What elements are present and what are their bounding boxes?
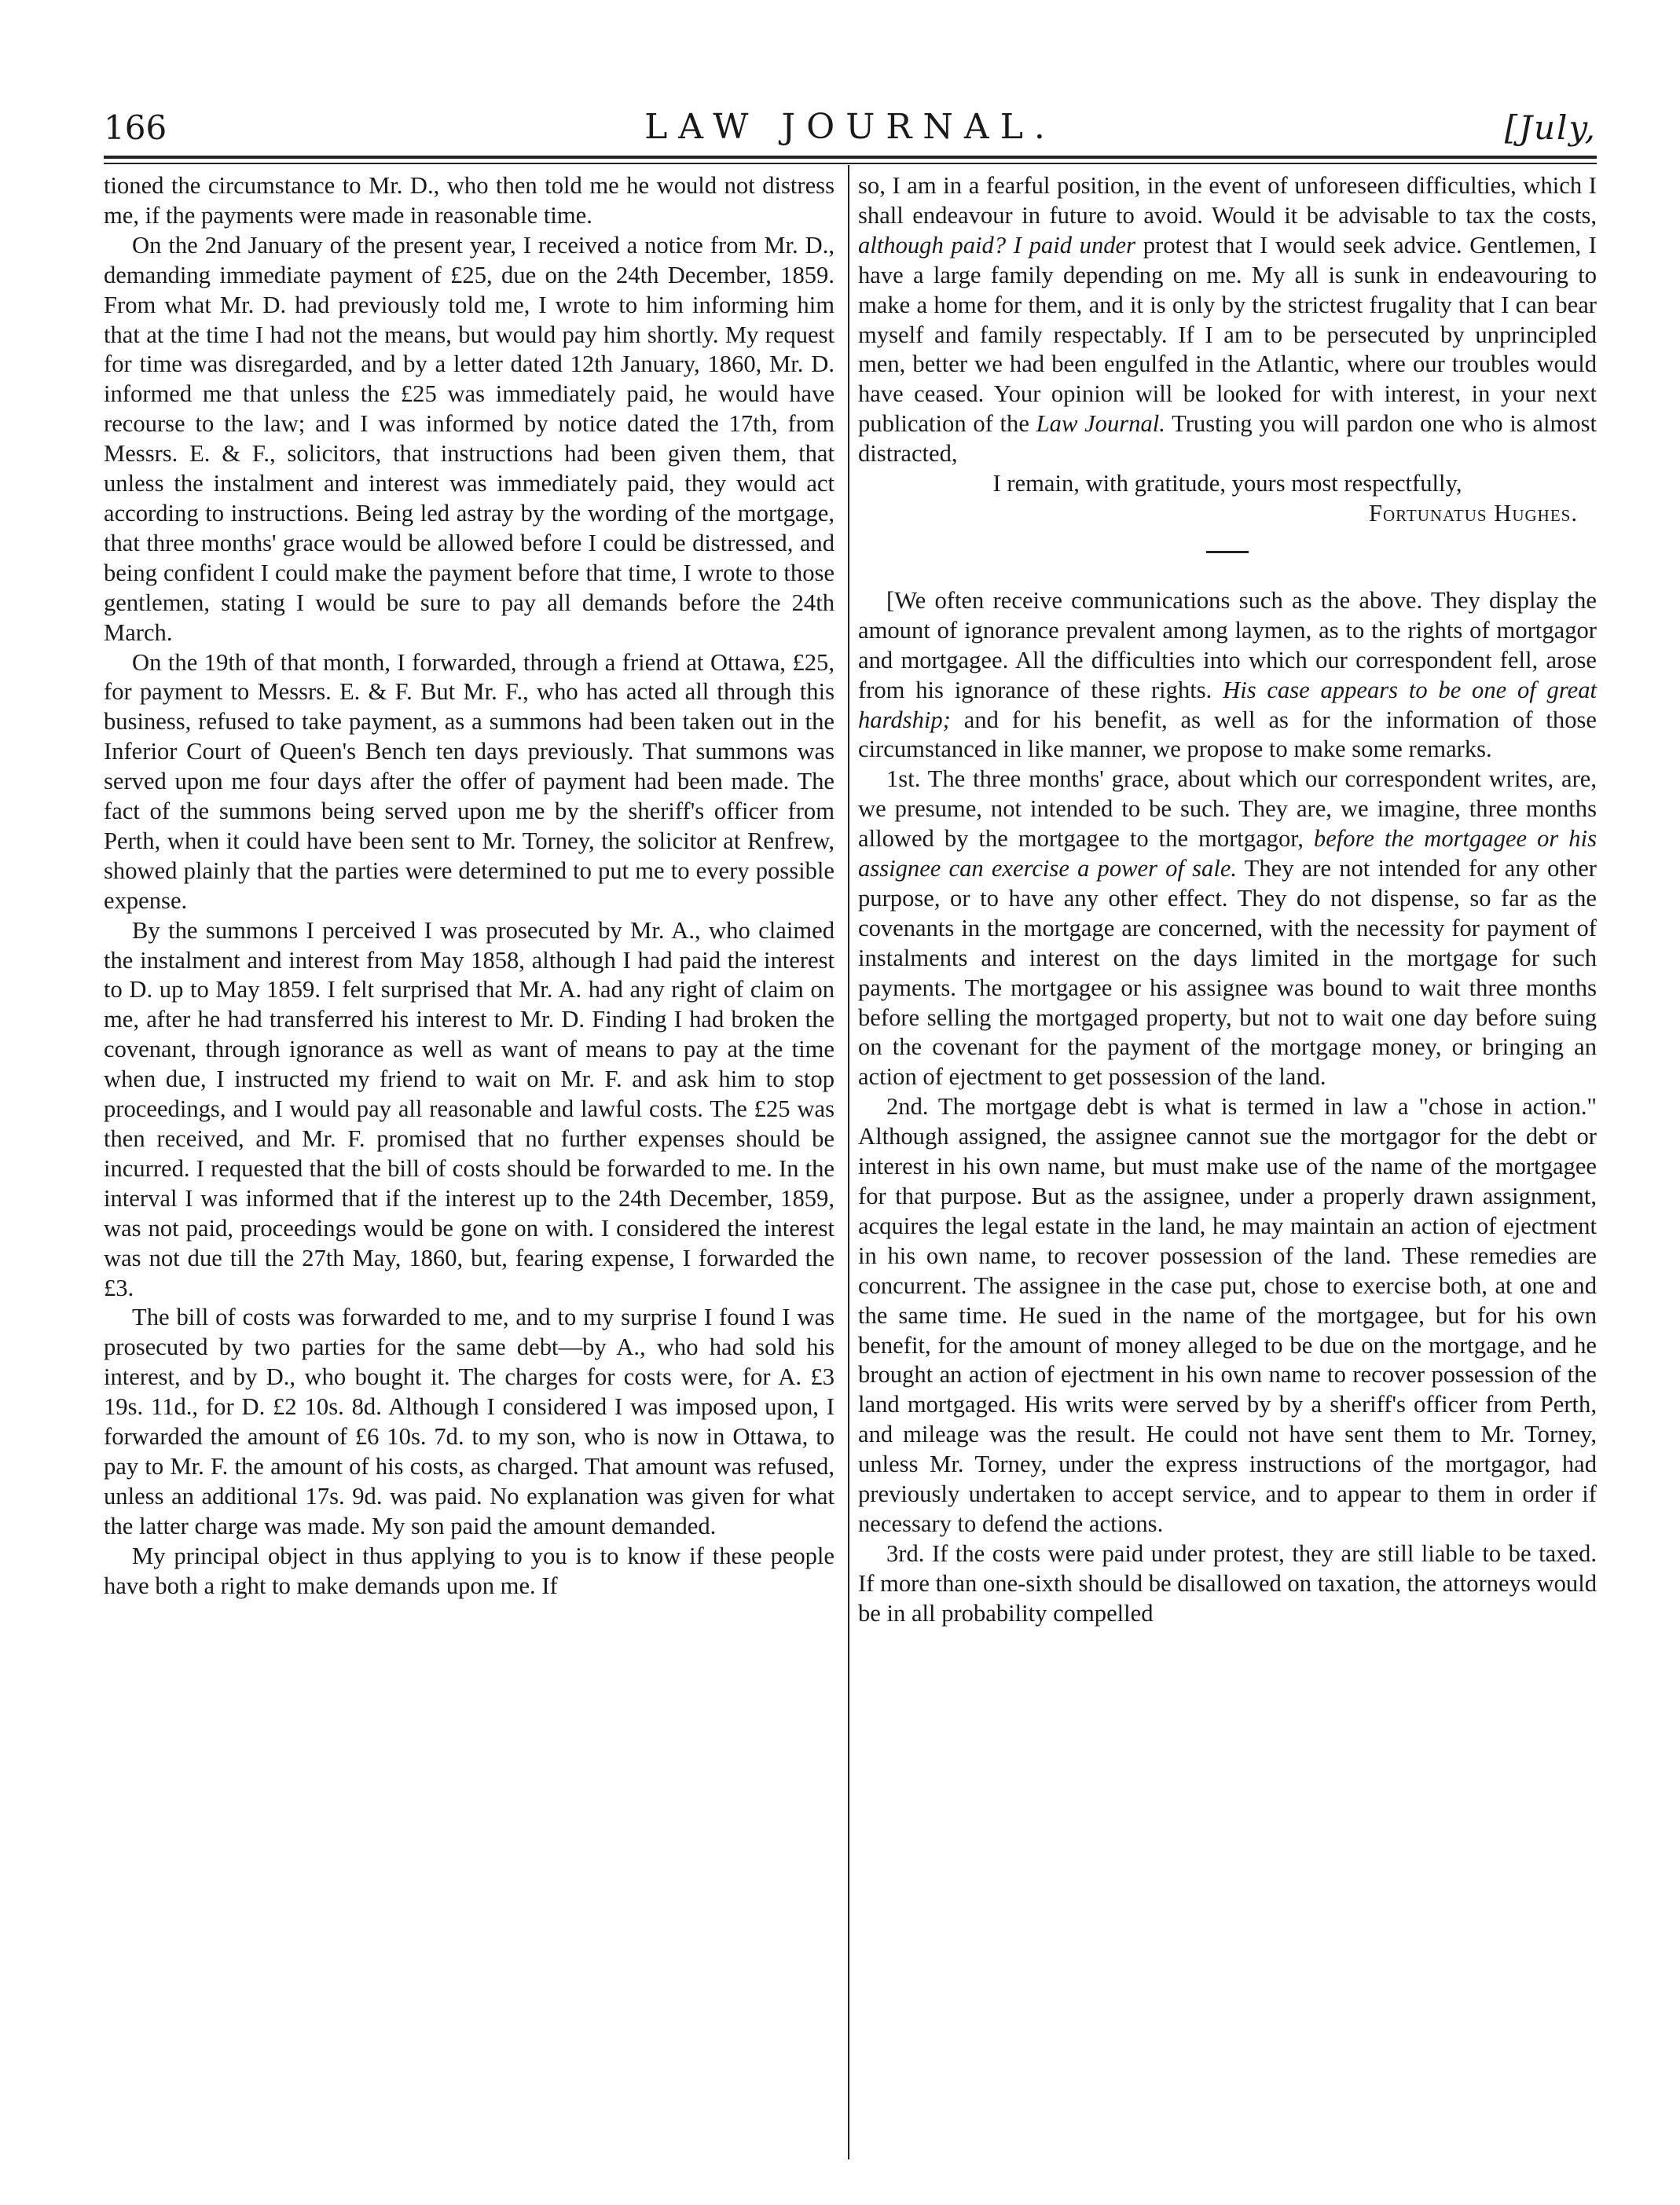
text-run: so, I am in a fearful position, in the event of unforeseen difficulties, which I shall endeavour in future to avoid. Would it be advisable to tax the costs, xyxy=(858,172,1597,229)
page-number: 166 xyxy=(104,108,167,147)
text-run: and for his benefit, as well as for the information of those circumstanced in like manner, we propose to make some remarks. xyxy=(858,706,1597,763)
italic-run: Law Journal. xyxy=(1036,410,1165,438)
column-divider xyxy=(848,165,849,2159)
header-month: [July, xyxy=(1504,108,1597,147)
paragraph: My principal object in thus applying to you is to know if these people have both a right to make demands upon me. If xyxy=(104,1542,834,1599)
letter-paragraph xyxy=(858,171,1597,469)
paragraph: By the summons I perceived I was prosecuted by Mr. A., who claimed the instalment and interest from May 1858, although I had paid the interest to D. up to May 1859. I felt surprised that Mr. A. had any right of claim on me, after he had transferred his interest to Mr. D. Finding I had broken the covenant, through ignorance as well as want of means to pay at the time when due, I instructed my friend to wait on Mr. F. and ask him to stop proceedings, and I would pay all reasonable and lawful costs. The £25 was then received, and Mr. F. promised that no further expenses should be incurred. I requested that the bill of costs should be forwarded to me. In the interval I was informed that if the interest up to the 24th December, 1859, was not paid, proceedings would be gone on with. I considered the interest was not due till the 27th May, 1860, but, fearing expense, I forwarded the £3. xyxy=(104,916,834,1301)
header-rule-thin xyxy=(104,163,1597,164)
left-column xyxy=(104,171,834,1601)
paragraph: On the 2nd January of the present year, I received a notice from Mr. D., demanding immediate payment of £25, due on the 24th December, 1859. From what Mr. D. had previously told me, I wrote to him informing him that at the time I had not the means, but would pay him shortly. My request for time was disregarded, and by a letter dated 12th January, 1860, Mr. D. informed me that unless the £25 was immediately paid, he would have recourse to the law; and I was informed by notice dated the 17th, from Messrs. E. & F., solicitors, that instructions had been given them, that unless the instalment and interest was immediately paid, they would act according to instructions. Being led astray by the wording of the mortgage, that three months' grace would be allowed before I could be distressed, and being confident I could make the payment before that time, I wrote to those gentlemen, stating I would be sure to pay all demands before the 24th March. xyxy=(104,231,834,646)
text-run: Trusting you will pardon one who is almost distracted, xyxy=(858,410,1597,468)
editorial-paragraph xyxy=(858,586,1597,765)
text-run: protest that I would seek advice. Gentlemen, I have a large family depending on me. My all is sunk in endeavouring to make a home for them, and it is only by the strictest frugality that I can bear myself and family respectably. If I am to be persecuted by unprincipled men, better we had been engulfed in the Atlantic, where our troubles would have ceased. Your opinion will be looked for with interest, in your next publication of the xyxy=(858,231,1597,438)
running-header xyxy=(104,96,1597,159)
editorial-paragraph: 2nd. The mortgage debt is what is termed in law a "chose in action." Although assigned, the assignee cannot sue the mortgagor for the debt or interest in his own name, but must make use of the name of the mortgagee for that purpose. But as the assignee, under a properly drawn assignment, acquires the legal estate in the land, he may maintain an action of ejectment in his own name, to recover possession of the land. These remedies are concurrent. The assignee in the case put, chose to exercise both, at one and the same time. He sued in the name of the mortgagee, but for his own benefit, for the amount of money alleged to be due on the mortgage, and he brought an action of ejectment in his own name to recover possession of the land mortgaged. His writs were served by by a sheriff's officer from Perth, and mileage was the result. He could not have sent them to Mr. Torney, unless Mr. Torney, under the express instructions of the mortgagor, had previously undertaken to accept service, and to appear to them in order if necessary to defend the actions. xyxy=(858,1093,1597,1537)
editorial-paragraph: 3rd. If the costs were paid under protest, they are still liable to be taxed. If more than one-sixth should be disallowed on taxation, the attorneys would be in all probability compelled xyxy=(858,1539,1597,1627)
header-rule-thick xyxy=(104,156,1597,159)
paragraph: The bill of costs was forwarded to me, and to my surprise I found I was prosecuted by two parties for the same debt—by A., who had sold his interest, and by D., who bought it. The charges for costs were, for A. £3 19s. 11d., for D. £2 10s. 8d. Although I considered I was imposed upon, I forwarded the amount of £6 10s. 7d. to my son, who is now in Ottawa, to pay to Mr. F. the amount of his costs, as charged. That amount was refused, unless an additional 17s. 9d. was paid. No explanation was given for what the latter charge was made. My son paid the amount demanded. xyxy=(104,1304,834,1539)
italic-run: His case appears to be one of great hardship; xyxy=(858,676,1597,733)
italic-run: before the mortgagee or his assignee can exercise a power of sale. xyxy=(858,825,1597,882)
text-run: They are not intended for any other purpose, or to have any other effect. They do not dispense, so far as the covenants in the mortgage are concerned, with the necessity for payment of instalments and interest on the days limited in the mortgage for such payments. The mortgagee or his assignee was bound to wait three months before selling the mortgaged property, but not to wait one day before suing on the covenant for the payment of the mortgage money, or bringing an action of ejectment to get possession of the land. xyxy=(858,855,1597,1091)
journal-title: LAW JOURNAL. xyxy=(644,107,1056,147)
paragraph: tioned the circumstance to Mr. D., who then told me he would not distress me, if the payments were made in reasonable time. xyxy=(104,172,834,229)
section-divider xyxy=(1206,551,1249,553)
letter-closing: I remain, with gratitude, yours most respectfully, xyxy=(992,470,1462,497)
right-column xyxy=(858,171,1597,1629)
paragraph: On the 19th of that month, I forwarded, through a friend at Ottawa, £25, for payment to Messrs. E. & F. But Mr. F., who has acted all through this business, refused to take payment, as a summons had been taken out in the Inferior Court of Queen's Bench ten days previously. That summons was served upon me four days after the offer of payment had been made. The fact of the summons being served upon me by the sheriff's officer from Perth, when it could have been sent to Mr. Torney, the solicitor at Renfrew, showed plainly that the parties were determined to put me to every possible expense. xyxy=(104,648,834,914)
text-run: 1st. The three months' grace, about which our correspondent writes, are, we presume, not intended to be such. They are, we imagine, three months allowed by the mortgagee to the mortgagor, xyxy=(858,765,1597,853)
text-run: [We often receive communications such as the above. They display the amount of ignorance prevalent among laymen, as to the rights of mortgagor and mortgagee. All the difficulties into which our correspondent fell, arose from his ignorance of these rights. xyxy=(858,586,1597,703)
editorial-paragraph xyxy=(858,765,1597,1092)
italic-run: although paid? I paid under xyxy=(858,231,1136,259)
letter-signature: Fortunatus Hughes. xyxy=(1369,499,1578,526)
